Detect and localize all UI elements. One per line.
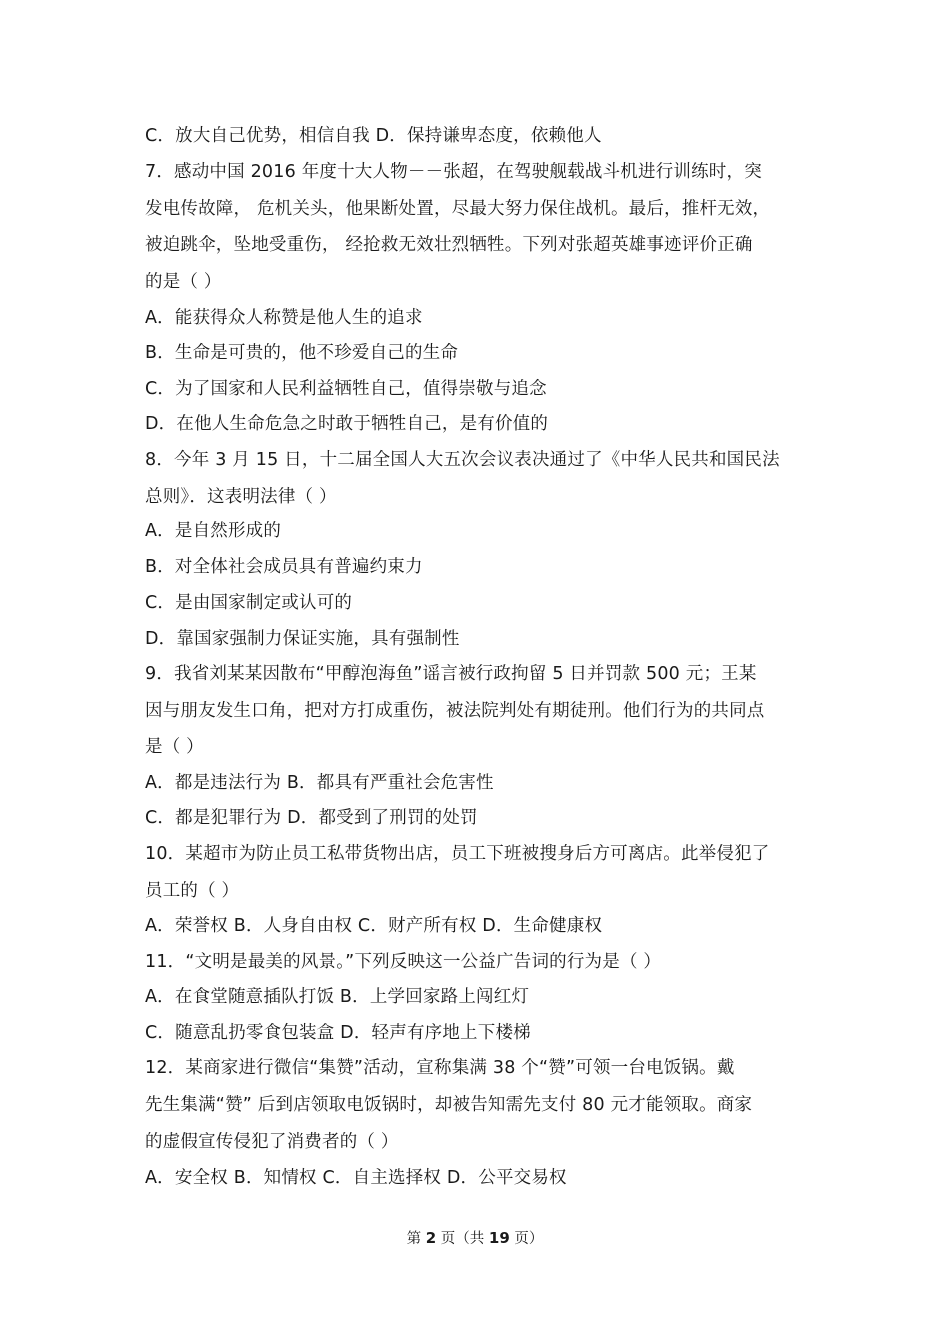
question-11-options-cd: C．随意乱扔零食包装盒 D．轻声有序地上下楼梯 xyxy=(145,1023,531,1043)
question-9-options-ab: A．都是违法行为 B．都具有严重社会危害性 xyxy=(145,773,494,793)
question-11-options-ab: A．在食堂随意插队打饭 B．上学回家路上闯红灯 xyxy=(145,987,530,1007)
question-7-option-d: D．在他人生命危急之时敢于牺牲自己，是有价值的 xyxy=(145,414,549,434)
question-7-option-b: B．生命是可贵的，他不珍爱自己的生命 xyxy=(145,343,459,363)
question-12-line-1: 12．某商家进行微信“集赞”活动，宣称集满 38 个“赞”可领一台电饭锅。戴 xyxy=(145,1058,735,1078)
question-7-line-4: 的是（ ） xyxy=(145,272,222,292)
footer-suffix: 页） xyxy=(509,1231,544,1247)
question-11-line-1: 11．“文明是最美的风景。”下列反映这一公益广告词的行为是（ ） xyxy=(145,952,662,972)
question-12-line-2: 先生集满“赞” 后到店领取电饭锅时，却被告知需先支付 80 元才能领取。商家 xyxy=(145,1095,753,1115)
page-footer xyxy=(0,1228,950,1249)
question-10-line-1: 10．某超市为防止员工私带货物出店，员工下班被搜身后方可离店。此举侵犯了 xyxy=(145,844,770,864)
footer-prefix: 第 xyxy=(406,1231,426,1247)
question-7-option-c: C．为了国家和人民利益牺牲自己，值得崇敬与追念 xyxy=(145,379,547,399)
text-line: C．放大自己优势，相信自我 D．保持谦卑态度，依赖他人 xyxy=(145,126,602,146)
question-10-line-2: 员工的（ ） xyxy=(145,881,240,901)
question-10-options: A．荣誉权 B．人身自由权 C．财产所有权 D．生命健康权 xyxy=(145,916,603,936)
question-12-line-3: 的虚假宣传侵犯了消费者的（ ） xyxy=(145,1132,399,1152)
question-7-option-a: A．能获得众人称赞是他人生的追求 xyxy=(145,308,423,328)
question-9-line-3: 是（ ） xyxy=(145,737,204,757)
question-8-option-d: D．靠国家强制力保证实施，具有强制性 xyxy=(145,629,460,649)
question-12-options: A．安全权 B．知情权 C．自主选择权 D．公平交易权 xyxy=(145,1168,567,1188)
question-8-line-1: 8．今年 3 月 15 日，十二届全国人大五次会议表决通过了《中华人民共和国民法 xyxy=(145,450,780,470)
question-9-options-cd: C．都是犯罪行为 D．都受到了刑罚的处罚 xyxy=(145,808,478,828)
question-8-option-b: B．对全体社会成员具有普遍约束力 xyxy=(145,557,423,577)
footer-middle: 页（共 xyxy=(436,1231,489,1247)
question-7-line-1: 7．感动中国 2016 年度十大人物－－张超，在驾驶舰载战斗机进行训练时，突 xyxy=(145,162,762,182)
footer-page-number: 2 xyxy=(425,1229,437,1247)
question-8-option-a: A．是自然形成的 xyxy=(145,521,282,541)
question-9-line-2: 因与朋友发生口角，把对方打成重伤，被法院判处有期徒刑。他们行为的共同点 xyxy=(145,701,765,721)
footer-total-pages: 19 xyxy=(488,1229,510,1247)
question-8-option-c: C．是由国家制定或认可的 xyxy=(145,593,353,613)
question-8-line-2: 总则》．这表明法律（ ） xyxy=(145,487,337,507)
question-7-line-2: 发电传故障， 危机关头，他果断处置，尽最大努力保住战机。最后，推杆无效， xyxy=(145,199,771,219)
question-7-line-3: 被迫跳伞，坠地受重伤， 经抢救无效壮烈牺牲。下列对张超英雄事迹评价正确 xyxy=(145,235,753,255)
question-9-line-1: 9．我省刘某某因散布“甲醇泡海鱼”谣言被行政拘留 5 日并罚款 500 元；王某 xyxy=(145,664,757,684)
